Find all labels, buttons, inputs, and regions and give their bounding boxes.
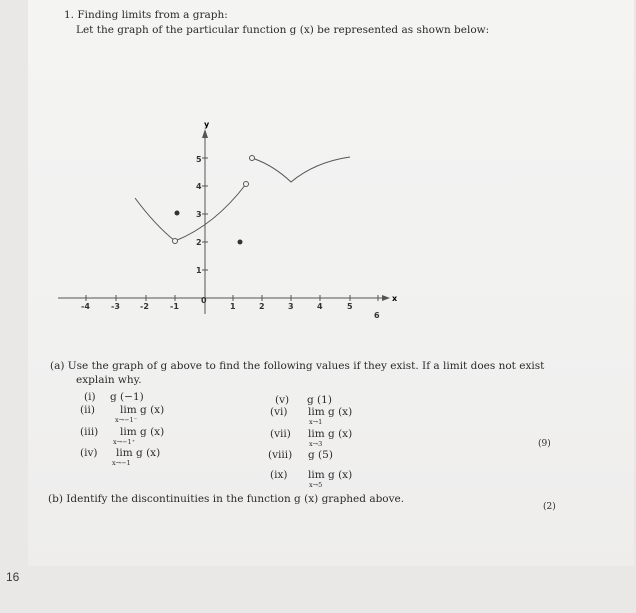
x-tick-label: 2 xyxy=(259,302,265,311)
filled-point xyxy=(238,240,243,245)
question-title: 1. Finding limits from a graph: xyxy=(64,9,228,21)
item-expression: g (5) xyxy=(308,449,333,461)
y-tick-label: 5 xyxy=(196,155,202,164)
x-tick-label: 3 xyxy=(288,302,294,311)
x-axis-label: x xyxy=(392,294,398,303)
limit-subscript: x→−1⁺ xyxy=(113,438,136,446)
part-a-prompt-cont: explain why. xyxy=(76,374,142,386)
x-tick-label: -2 xyxy=(140,302,149,311)
y-tick-label: 2 xyxy=(196,238,202,247)
open-point xyxy=(244,182,249,187)
filled-point xyxy=(175,211,180,216)
item-expression: g (−1) xyxy=(110,391,144,403)
item-number: (v) xyxy=(275,394,290,406)
open-point xyxy=(250,156,255,161)
item-number: (iv) xyxy=(80,447,98,459)
y-tick-label: 3 xyxy=(196,210,202,219)
marks-a: (9) xyxy=(538,439,551,449)
open-point xyxy=(173,239,178,244)
y-tick-label: 1 xyxy=(196,266,202,275)
x-tick-label: 4 xyxy=(317,302,323,311)
x-axis-arrow xyxy=(382,295,390,301)
item-number: (iii) xyxy=(80,426,99,438)
marks-b: (2) xyxy=(543,502,556,512)
item-expression: lim g (x) xyxy=(120,404,165,416)
limit-subscript: x→5 xyxy=(309,481,323,489)
item-expression: lim g (x) xyxy=(308,428,353,440)
x-tick-label: 1 xyxy=(230,302,236,311)
x-tick-label: 0 xyxy=(201,296,207,305)
limit-subscript: x→−1 xyxy=(112,459,131,467)
page-number: 16 xyxy=(6,570,20,584)
question-intro: Let the graph of the particular function g (x) be represented as shown below: xyxy=(76,24,490,36)
item-number: (vi) xyxy=(270,406,288,418)
y-tick-label: 4 xyxy=(196,182,202,191)
item-expression: lim g (x) xyxy=(308,469,353,481)
limit-subscript: x→1 xyxy=(309,418,323,426)
part-b-prompt: (b) Identify the discontinuities in the function g (x) graphed above. xyxy=(48,493,405,505)
item-number: (ix) xyxy=(270,469,288,481)
y-axis-label: y xyxy=(204,120,210,129)
item-expression: lim g (x) xyxy=(120,426,165,438)
curve-right-branch xyxy=(252,157,350,182)
item-expression: lim g (x) xyxy=(116,447,161,459)
item-number: (i) xyxy=(84,391,96,403)
limit-subscript: x→−1⁻ xyxy=(115,416,138,424)
item-expression: lim g (x) xyxy=(308,406,353,418)
curve-middle-branch xyxy=(175,184,246,241)
x-tick-label: 5 xyxy=(347,302,353,311)
curve-left-branch xyxy=(135,198,175,241)
item-expression: g (1) xyxy=(307,394,332,406)
x-tick-label: -1 xyxy=(170,302,179,311)
item-number: (viii) xyxy=(268,449,293,461)
part-a-prompt: (a) Use the graph of g above to find the following values if they exist. If a limit does not exist xyxy=(50,360,545,372)
item-number: (vii) xyxy=(270,428,291,440)
y-axis-arrow xyxy=(202,129,208,138)
x-tick-label: -3 xyxy=(111,302,120,311)
x-tick-label: 6 xyxy=(374,311,380,320)
item-number: (ii) xyxy=(80,404,95,416)
x-tick-label: -4 xyxy=(81,302,90,311)
limit-subscript: x→3 xyxy=(309,440,323,448)
